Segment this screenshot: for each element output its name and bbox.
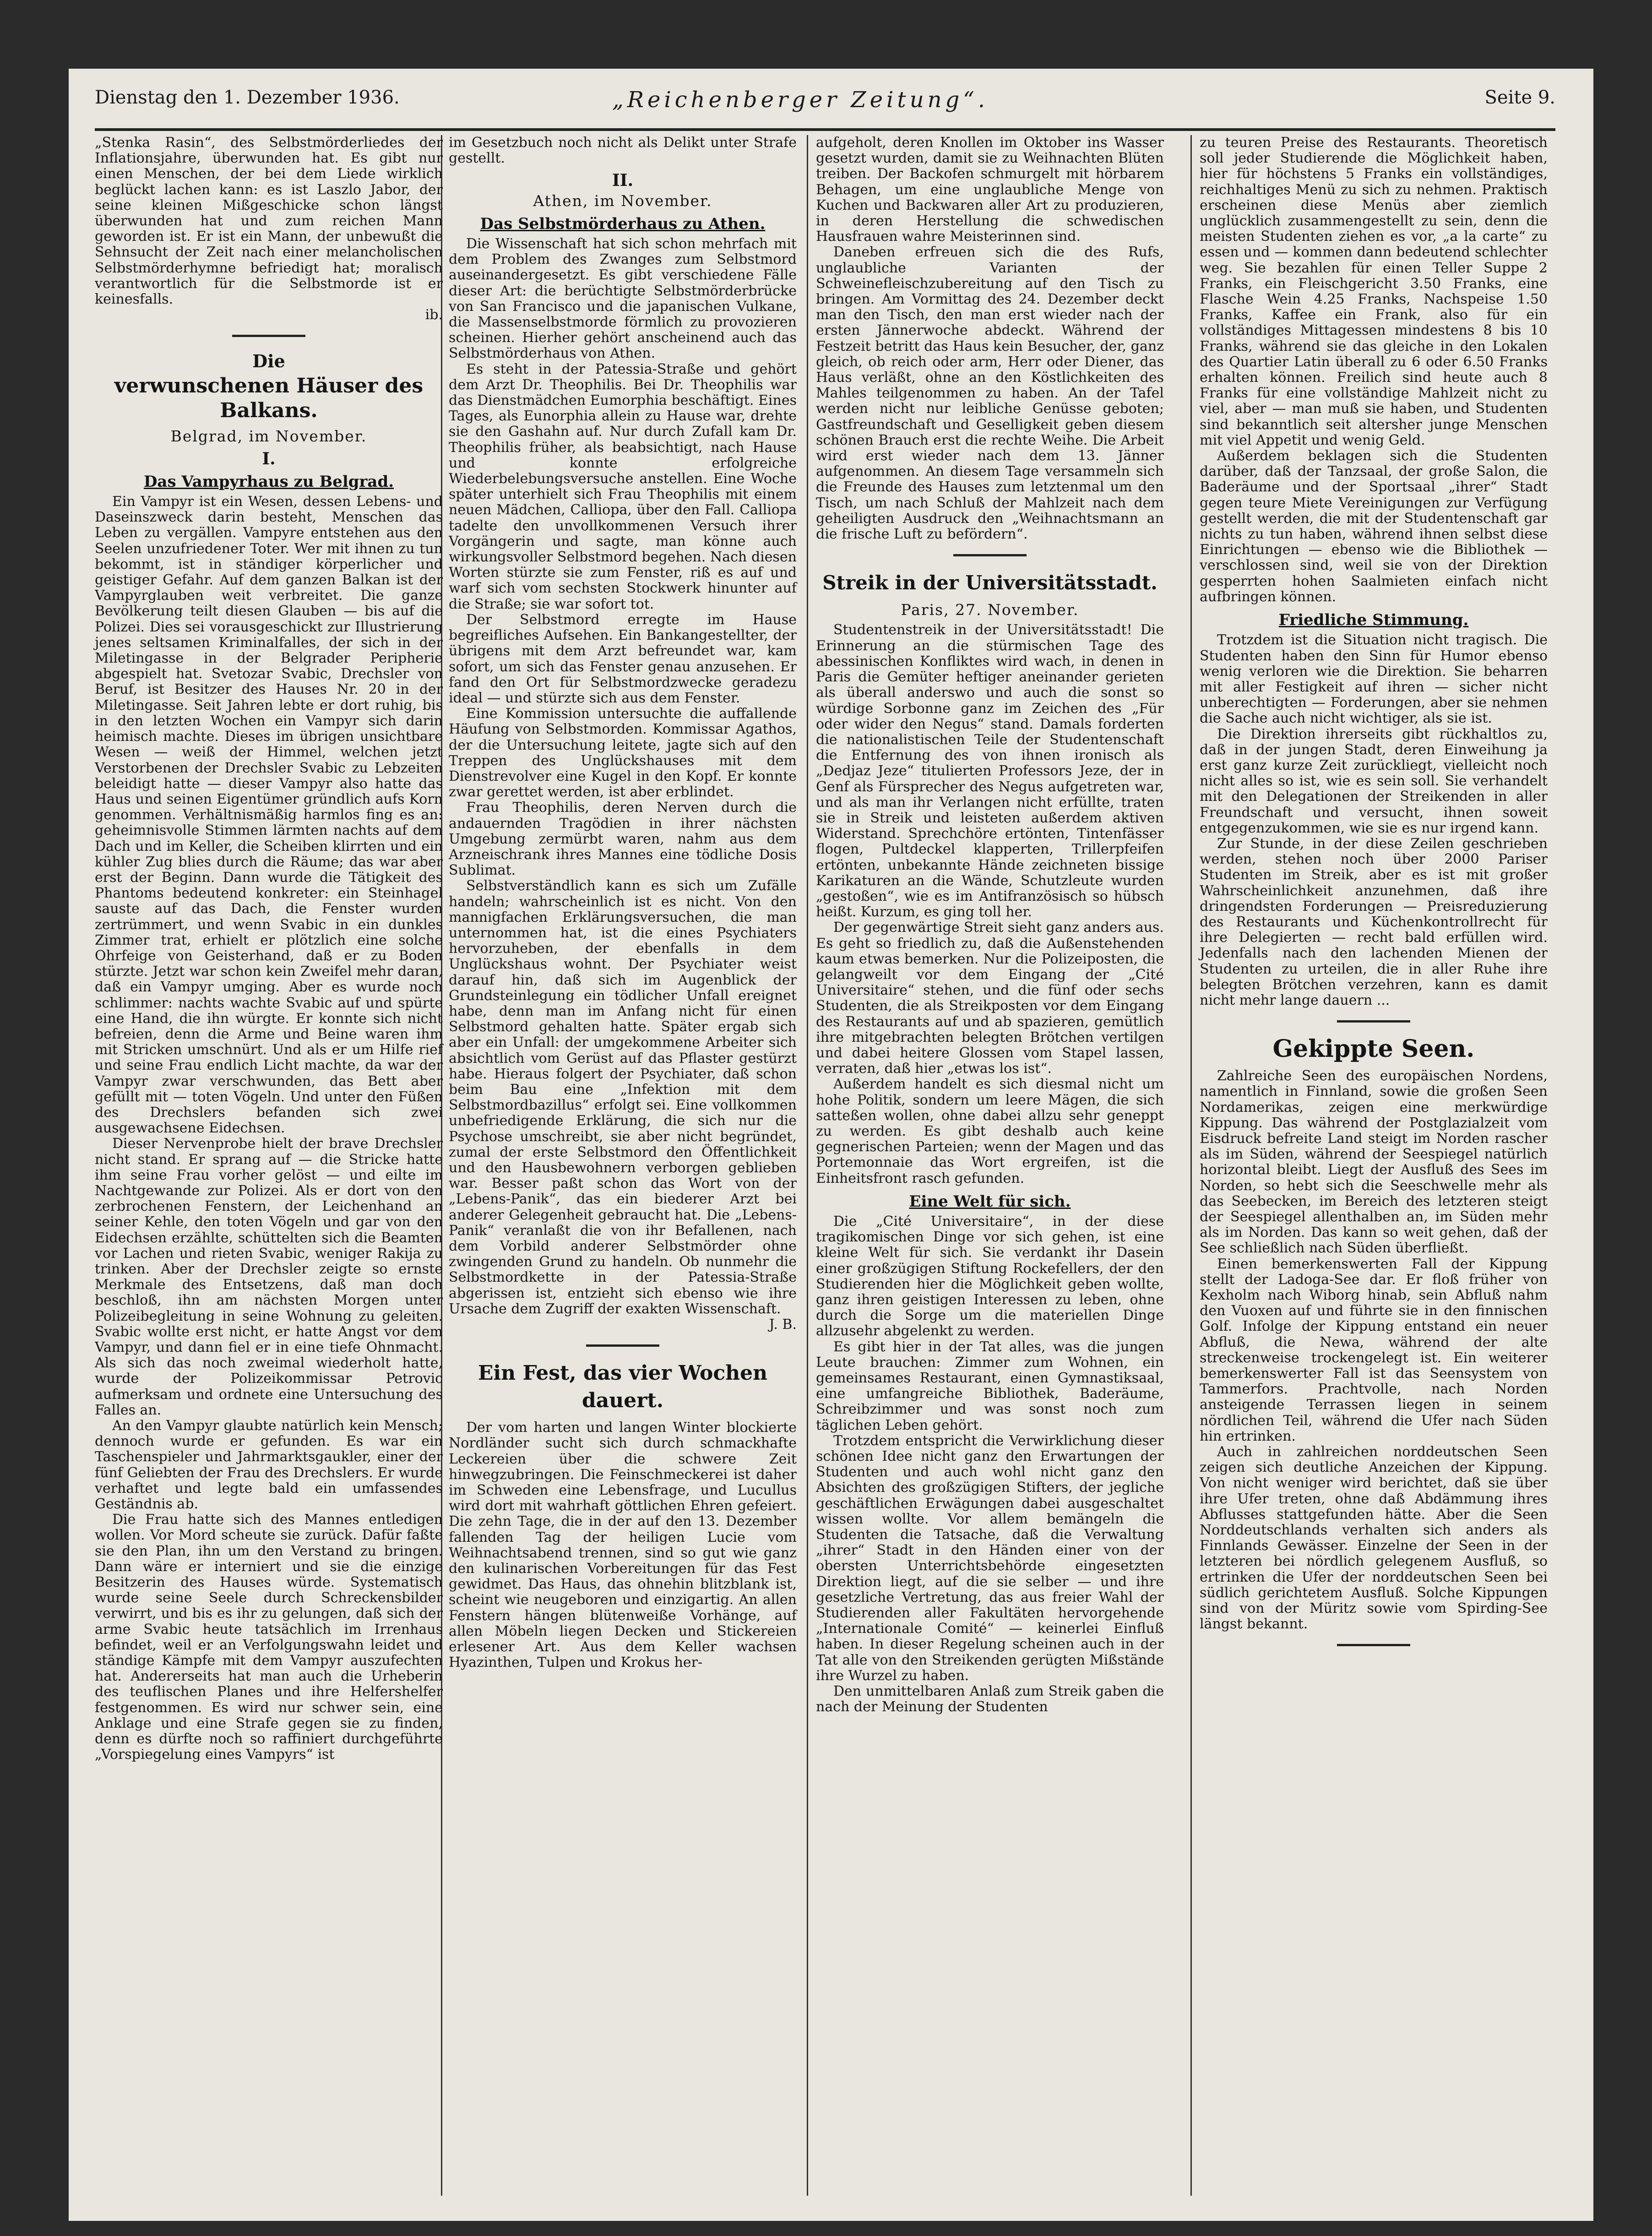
article-continuation: im Gesetzbuch noch nicht als Delikt unter Strafe gestellt. [449, 135, 797, 167]
author-signature: J. B. [769, 1317, 797, 1333]
paragraph: Der Selbstmord erregte im Hause begreifliches Aufsehen. Ein Bankangestellter, der übrigens mit dem Arzt befreundet war, kam sofort, um sich das Fenster genau anzusehen. Er fand den Ort für Selbstmordzwecke geradezu ideal — und stürzte sich aus dem Fenster. [449, 611, 797, 706]
paragraph: Außerdem handelt es sich diesmal nicht um hohe Politik, sondern um leere Mägen, die sich satteßen wollen, ohne dabei allzu sehr geneppt zu werden. Es gibt deshalb auch keine gegnerischen Parteien; wenn der Magen und das Portemonnaie das Wort ergreifen, ist die Einheitsfront rasch gefunden. [816, 1076, 1164, 1186]
paragraph: Zahlreiche Seen des europäischen Nordens, namentlich in Finnland, sowie die großen Seen Nordamerikas, zeigen eine merkwürdige Kippung. Das während der Postglazialzeit vom Eisdruck befreite Land steigt im Norden rascher als im Süden, während der Seespiegel natürlich horizontal bleibt. Liegt der Ausfluß des Sees im Norden, so hebt sich die Seeschwelle mehr als das Seebecken, im Bereich des letzteren steigt der Seespiegel allenthalben an, im Süden mehr als im Norden. Das kann so weit gehen, daß der See schließlich nach Süden überfließt. [1200, 1068, 1548, 1257]
separator [586, 1344, 659, 1347]
paragraph: Die Frau hatte sich des Mannes entledigen wollen. Vor Mord scheute sie zurück. Dafür faßte sie den Plan, ihn um den Verstand zu bringen. Dann wäre er interniert und sie die einzige Besitzerin des Hauses würde. Systematisch wurde seine Seele durch Schreckensbilder verwirrt, und bis es ihr zu gelungen, daß sich der arme Svabic heute tatsächlich im Irrenhaus befindet, weil er an Verfolgungswahn leidet und ständige Kämpfe mit dem Vampyr auszufechten hat. Andererseits hat man auch die Urheberin des teuflischen Planes und ihre Helfershelfer festgenommen. Es wird nur schwer sein, eine Anklage und eine Strafe gegen sie zu finden, denn es dürfte noch so raffiniert durchgeführte „Vorspiegelung eines Vampyrs“ ist [95, 1512, 443, 1763]
article-continuation: „Stenka Rasin“, des Selbstmörderliedes der Inflationsjahre, überwunden hat. Es gibt nur einen Menschen, der bei dem Liede wirklich beglückt lachen kann: es ist Laszlo Jabor, der seine kleinen Mißgeschicke schon längst überwunden hat und zum reichen Mann geworden ist. Er ist ein Mann, der unbewußt die Sehnsucht der Zeit nach einer melancholischen Selbstmörderhymne befriedigt hat; moralisch verantwortlich für die Selbstmorde ist er keinesfalls. [95, 135, 443, 308]
header-rule [95, 128, 1555, 131]
section-number: I. [262, 449, 276, 468]
article-title-prefix: Die [252, 351, 285, 372]
paragraph: Den unmittelbaren Anlaß zum Streik gaben die nach der Meinung der Studenten [816, 1683, 1164, 1715]
dateline: Belgrad, im November. [170, 427, 367, 446]
column-4 [1200, 135, 1548, 1658]
paragraph: Es steht in der Patessia-Straße und gehört dem Arzt Dr. Theophilis. Bei Dr. Theophilis war das Dienstmädchen Eumorphia beschäftigt. Eines Tages, als Eunorphia allein zu Hause war, drehte sie den Gashahn auf. Nur durch Zufall kam Dr. Theophilis früher, als beabsichtigt, nach Hause und konnte erfolgreiche Wiederbelebungsversuche anstellen. Eine Woche später unterhielt sich Frau Theophilis mit einem neuen Mädchen, Calliopa, über den Fall. Calliopa tadelte den unvollkommenen Versuch ihrer Vorgängerin und sagte, man könne auch wirkungsvoller Selbstmord begehen. Nach diesen Worten stürzte sie zum Fenster, riß es auf und warf sich vom sechsten Stockwerk hinunter auf die Straße; sie war sofort tot. [449, 361, 797, 612]
separator [1337, 1020, 1410, 1023]
paragraph: Dieser Nervenprobe hielt der brave Drechsler nicht stand. Er sprang auf — die Stricke hatte ihm seine Frau vorher gelöst — und eilte im Nachtgewande zur Polizei. Als er dort von den zerbrochenen Fenstern, der Leichenhand an seiner Kehle, den toten Vögeln und gar von den Eidechsen erzählte, schüttelten sich die Beamten vor Lachen und rieten Svabic, weniger Rakija zu trinken. Aber der Drechsler zeigte so ernste Merkmale des Entsetzens, daß man doch beschloß, ihn am nächsten Morgen unter Polizeibegleitung in seine Wohnung zu geleiten. Svabic wollte erst nicht, er hatte Angst vor dem Vampyr, und dann fiel er in eine tiefe Ohnmacht. Als sich das noch zweimal wiederholt hatte, wurde der Polizeikommissar Petrovic aufmerksam und ordnete eine Untersuchung des Falles an. [95, 1136, 443, 1418]
header-page-number: Seite 9. [1484, 87, 1555, 108]
paragraph: Trotzdem ist die Situation nicht tragisch. Die Studenten haben den Sinn für Humor ebenso wenig verloren wie die Direktion. Sie beharren mit aller Festigkeit auf ihren — sicher nicht unberechtigten — Forderungen, aber sie nehmen die Sache auch nicht wichtiger, als sie ist. [1200, 632, 1548, 727]
article-continuation: aufgeholt, deren Knollen im Oktober ins Wasser gesetzt wurden, damit sie zu Weihnachten Blüten treiben. Der Backofen schmurgelt mit hörbarem Behagen, um eine unglaubliche Menge von Kuchen und Backwaren aller Art zu produzieren, in deren Herstellung die schwedischen Hausfrauen wahre Meisterinnen sind. [816, 135, 1164, 245]
article-title: Streik in der Universitätsstadt. [822, 571, 1157, 594]
dateline: Athen, im November. [533, 191, 712, 210]
article-title: Ein Fest, das vier Wochen dauert. [478, 1361, 768, 1413]
header-date: Dienstag den 1. Dezember 1936. [95, 87, 400, 108]
paragraph: Der vom harten und langen Winter blockierte Nordländer sucht sich durch schmackhafte Leckereien über die schwere Zeit hinwegzubringen. Die Feinschmeckerei ist daher im Schweden eine Lebensfrage, und Lucullus wird dort mit wahrhaft göttlichen Ehren gefeiert. Die zehn Tage, die in der auf den 13. Dezember fallenden Tag der heiligen Lucie vom Weihnachtsabend trennen, sind so gut wie ganz den kulinarischen Vorbereitungen für das Fest gewidmet. Das Haus, das ohnehin blitzblank ist, scheint wie neugeboren und einzigartig. An allen Fenstern hängen blütenweiße Vorhänge, auf allen Möbeln liegen Decken und Stickereien erlesener Art. Aus dem Keller wachsen Hyazinthen, Tulpen und Krokus her- [449, 1420, 797, 1671]
paragraph: Der gegenwärtige Streit sieht ganz anders aus. Es geht so friedlich zu, daß die Außenstehenden kaum etwas bemerken. Nur die Polizeiposten, die gelangweilt vor dem Eingang der „Cité Universitaire“ stehen, und die fünf oder sechs Studenten, die als Streikposten vor dem Eingang des Restaurants auf und ab spazieren, gemütlich ihre mitgebrachten belegten Brötchen vertilgen und dabei heitere Glossen vom Stapel lassen, verraten, daß hier „etwas los ist“. [816, 919, 1164, 1077]
section-number: II. [612, 171, 634, 190]
column-3 [816, 135, 1164, 1715]
paragraph: Es gibt hier in der Tat alles, was die jungen Leute brauchen: Zimmer zum Wohnen, ein gemeinsames Restaurant, einen Gymnastiksaal, eine umfangreiche Bibliothek, Baderäume, Schreibzimmer und was sonst noch zum täglichen Leben gehört. [816, 1338, 1164, 1433]
paragraph: Die Direktion ihrerseits gibt rückhaltlos zu, daß in der jungen Stadt, deren Einweihung ja erst ganz kurze Zeit zurückliegt, vielleicht noch nicht alles so ist, wie es sein soll. Sie verhandelt mit den Delegationen der Streikenden in aller Freundschaft und versucht, ihnen soweit entgegenzukommen, wie sie es nur irgend kann. [1200, 726, 1548, 836]
paragraph: Studentenstreik in der Universitätsstadt! Die Erinnerung an die stürmischen Tage des abessinischen Konfliktes wird wach, in denen in Paris die Gemüter heftiger aneinander gerieten als überall anderswo und auch die sonst so würdige Sorbonne ganz im Zeichen des „Für oder wider den Negus“ stand. Damals forderten die nationalistischen Teile der Studentenschaft die Entfernung des von ihnen ironisch als „Dedjaz Jeze“ titulierten Professors Jeze, der in Genf als Fürsprecher des Negus aufgetreten war, und als man ihr Verlangen nicht erfüllte, traten sie in Streik und leisteten außerdem aktiven Widerstand. Sprechchöre ertönten, Tintenfässer flogen, Pultdeckel klapperten, Trillerpfeifen ertönten, unbekannte Hände zeichneten bissige Karikaturen an die Wände, Schutzleute wurden „gestoßen“, wie es im Antifranzösisch so hübsch heißt. Kurzum, es ging toll her. [816, 622, 1164, 920]
paragraph: Einen bemerkenswerten Fall der Kippung stellt der Ladoga-See dar. Er floß früher von Kexholm nach Wiborg hinab, sein Abfluß nahm den Vuoxen auf und führte sie in den finnischen Golf. Infolge der Kippung entstand ein neuer Abfluß, die Newa, während der alte streckenweise trockengelegt ist. Ein weiterer bemerkenswerter Fall ist das Seensystem von Tammerfors. Prachtvolle, nach Norden ansteigende Terrassen liegen in seinem nördlichen Teil, während die Ufer nach Süden hin ertrinken. [1200, 1256, 1548, 1444]
paragraph: Daneben erfreuen sich die des Rufs, unglaubliche Varianten der Schweinefleischzubereitung auf den Tisch zu bringen. Am Vormittag des 24. Dezember deckt man den Tisch, den man erst wieder nach der ersten Jännerwoche abdeckt. Während der Festzeit betritt das Haus kein Besucher, der, ganz gleich, ob reich oder arm, Herr oder Diener, das Haus verläßt, ohne an den Köstlichkeiten des Mahles teilgenommen zu haben. An der Tafel werden nicht nur leibliche Genüsse geboten; Gastfreundschaft und Geselligkeit geben diesem schönen Brauch erst die rechte Weihe. Die Arbeit wird erst wieder nach dem 13. Jänner aufgenommen. An diesem Tage versammeln sich die Freunde des Hauses zum letztenmal um den Tisch, um nach Schluß der Mahlzeit nach dem geheiligten Ausdruck den „Weihnachtsmann an die frische Luft zu befördern“. [816, 244, 1164, 543]
paragraph: Frau Theophilis, deren Nerven durch die andauernden Tragödien in ihrer nächsten Umgebung zermürbt waren, nahm aus dem Arzneischrank ihres Mannes eine tödliche Dosis Sublimat. [449, 800, 797, 879]
article-title: Gekippte Seen. [1272, 1035, 1475, 1063]
section-heading: Das Vampyrhaus zu Belgrad. [143, 472, 394, 491]
column-1 [95, 135, 443, 1763]
paragraph: Zur Stunde, in der diese Zeilen geschrieben werden, stehen noch über 2000 Pariser Studenten im Streik, aber es ist mit großer Wahrscheinlichkeit anzunehmen, daß ihre dringendsten Forderungen — Preisreduzierung des Restaurants und Küchenkontrollrecht für ihre Delegierten — recht bald erfüllen wird. Jedenfalls nach den lachenden Mienen der Studenten zu urteilen, die in aller Ruhe ihre belegten Brötchen verzehren, kann es damit nicht mehr lange dauern ... [1200, 835, 1548, 1008]
separator [1337, 1644, 1410, 1646]
article-continuation: zu teuren Preise des Restaurants. Theoretisch soll jeder Studierende die Möglichkeit haben, hier für höchstens 5 Franks ein vollständiges, reichhaltiges Menü zu sich zu nehmen. Praktisch erscheinen diese Menüs aber ziemlich unglücklich zusammengestellt zu sein, denn die meisten Studenten ziehen es vor, „a la carte“ zu essen und — kommen dann bedeutend schlechter weg. Sie bezahlen für einen Teller Suppe 2 Franks, ein Fleischgericht 3.50 Franks, eine Flasche Wein 4.25 Franks, Nachspeise 1.50 Franks, Kaffee ein Frank, also für ein vollständiges Mittagessen mindestens 8 bis 10 Franks, während sie das gleiche in den Lokalen des Quartier Latin überall zu 6 oder 6.50 Franks erhalten können. Freilich sind heute auch 8 Franks für eine vollständige Mahlzeit nicht zu viel, aber — man muß sie haben, und Studenten sind bekanntlich seit altersher junge Menschen mit viel Appetit und wenig Geld. [1200, 135, 1548, 448]
column-divider [1190, 135, 1192, 2196]
paragraph: Die Wissenschaft hat sich schon mehrfach mit dem Problem des Zwanges zum Selbstmord auseinandergesetzt. Es gibt verschiedene Fälle dieser Art: die berüchtigte Selbstmörderbrücke von San Francisco und die japanischen Vulkane, die Massenselbstmorde förmlich zu provozieren scheinen. Hierher gehört anscheinend auch das Selbstmörderhaus von Athen. [449, 236, 797, 362]
header-masthead: „Reichenberger Zeitung“. [612, 87, 989, 113]
dateline: Paris, 27. November. [901, 601, 1079, 619]
paragraph: An den Vampyr glaubte natürlich kein Mensch; dennoch wurde er gefunden. Es war ein Taschenspieler und Jahrmarktsgaukler, einer der fünf Geliebten der Frau des Drechslers. Er wurde verhaftet und legte bald ein umfassendes Geständnis ab. [95, 1418, 443, 1512]
separator [953, 554, 1027, 556]
column-2 [449, 135, 797, 1670]
section-heading: Das Selbstmörderhaus zu Athen. [480, 214, 766, 233]
column-divider [807, 135, 808, 2196]
author-signature: ib. [425, 307, 443, 323]
paragraph: Ein Vampyr ist ein Wesen, dessen Lebens- und Daseinszweck darin besteht, Menschen das Leben zu vergällen. Vampyre entstehen aus den Seelen unzufriedener Toter. Wer mit ihnen zu tun bekommt, ist in ständiger körperlicher und geistiger Gefahr. Auf dem ganzen Balkan ist der Vampyrglauben weit verbreitet. Die ganze Bevölkerung teilt diesen Glauben — bis auf die Polizei. Dies sei vorausgeschickt zur Illustrierung jenes seltsamen Kriminalfalles, der sich in der Miletingasse in der Belgrader Peripherie abgespielt hat. Svetozar Svabic, Drechsler von Beruf, ist Besitzer des Hauses Nr. 20 in der Miletingasse. Seit Jahren lebte er dort ruhig, bis in den letzten Wochen ein Vampyr sich darin heimisch machte. Dieses im übrigen unsichtbare Wesen — weiß der Himmel, welchen jetzt Verstorbenen der Drechsler Svabic zu Lebzeiten beleidigt hatte — dieser Vampyr also hatte das Haus und seinen Eigentümer gründlich aufs Korn genommen. Verhältnismäßig harmlos fing es an: geheimnisvolle Stimmen lärmten nachts auf dem Dach und im Keller, die Scheiben klirrten und ein kühler Zug blies durch die Räume; das war aber erst der Beginn. Dann wurde die Tätigkeit des Phantoms bedeutend konkreter: ein Steinhagel sauste auf das Dach, die Fenster wurden zertrümmert, und wenn Svabic in ein dunkles Zimmer trat, erhielt er plötzlich eine solche Ohrfeige von Geisterhand, daß er zu Boden stürzte. Jetzt war schon kein Zweifel mehr daran, daß ein Vampyr umging. Aber es wurde noch schlimmer: nachts wachte Svabic auf und spürte eine Hand, die ihn würgte. Er konnte sich nicht befreien, denn die Arme und Beine waren ihm mit Stricken umschnürt. Und als er um Hilfe rief und seine Frau endlich Licht machte, da war der Vampyr zwar verschwunden, das Bett aber gefüllt mit — toten Vögeln. Und unter den Füßen des Drechslers befanden sich zwei ausgewachsene Eidechsen. [95, 494, 443, 1137]
section-heading: Friedliche Stimmung. [1278, 611, 1469, 630]
section-heading: Eine Welt für sich. [909, 1192, 1071, 1211]
paragraph: Auch in zahlreichen norddeutschen Seen zeigen sich deutliche Anzeichen der Kippung. Von nicht weniger wird berichtet, daß sie über ihre Ufer treten, ohne daß Abdämmung ihres Abflusses stattgefunden hätte. Aber die Seen Norddeutschlands verhalten sich anders als Finnlands Gewässer. Einzelne der Seen in der letzteren bei nördlich gelegenem Ausfluß, so ertrinken die Ufer der norddeutschen Seen bei südlich gerichtetem Ausfluß. Solche Kippungen sind von der Müritz sowie vom Spirding-See längst bekannt. [1200, 1444, 1548, 1632]
paragraph: Außerdem beklagen sich die Studenten darüber, daß der Tanzsaal, der große Salon, die Baderäume und der Sportsaal „ihrer“ Stadt gegen teure Miete Vereinigungen zur Verfügung gestellt werden, die mit der Studentenschaft gar nichts zu tun haben, während ihnen selbst diese Einrichtungen — ebenso wie die Bibliothek — verschlossen sind, weil sie von der Direktion gesperrten hohen Saalmieten einfach nicht aufbringen können. [1200, 448, 1548, 605]
paragraph: Selbstverständlich kann es sich um Zufälle handeln; wahrscheinlich ist es nicht. Von den mannigfachen Erklärungsversuchen, die man unternommen hat, ist die eines Psychiaters hervorzuheben, der ebenfalls in dem Unglückshaus wohnt. Der Psychiater weist darauf hin, daß sich im Augenblick der Grundsteinlegung ein tödlicher Unfall ereignet habe, denn man im Anfang nicht für einen Selbstmord gehalten hatte. Später ergab sich aber ein Unfall: der umgekommene Arbeiter sich absichtlich vom Gerüst auf das Pflaster gestürzt habe. Hieraus folgert der Psychiater, daß schon beim Bau eine „Infektion mit dem Selbstmordbazillus“ erfolgt sei. Eine vollkommen unbefriedigende Erklärung, die sich nur die Psychose umschreibt, sie aber nicht begründet, zumal der erste Selbstmord den Öffentlichkeit und den Hausbewohnern verborgen geblieben war. Besser paßt schon das Wort von der „Lebens-Panik“, das ein biederer Arzt bei anderer Gelegenheit gebraucht hat. Die „Lebens-Panik“ veranlaßt die von ihr Befallenen, nach dem Vorbild anderer Selbstmörder ohne zwingenden Grund zu handeln. Ob nunmehr die Selbstmordkette in der Patessia-Straße abgerissen ist, entzieht sich ebenso wie ihre Ursache dem Zugriff der exakten Wissenschaft. [449, 878, 797, 1317]
page-header [95, 87, 1555, 119]
paragraph: Die „Cité Universitaire“, in der diese tragikomischen Dinge vor sich gehen, ist eine kleine Welt für sich. Sie verdankt ihr Dasein einer großzügigen Stiftung Rockefellers, der den Studierenden hier die Möglichkeit geben wollte, ganz ihren geistigen Interessen zu leben, ohne durch die Sorge um die materiellen Dinge allzusehr abgelenkt zu werden. [816, 1213, 1164, 1339]
article-title: verwunschenen Häuser des Balkans. [114, 374, 424, 423]
paragraph: Eine Kommission untersuchte die auffallende Häufung von Selbstmorden. Kommissar Agathos, der die Untersuchung leitete, jagte sich auf den Treppen des Unglückshauses mit dem Dienstrevolver eine Kugel in den Kopf. Er konnte zwar gerettet werden, ist aber erblindet. [449, 706, 797, 800]
separator [232, 335, 305, 337]
paragraph: Trotzdem entspricht die Verwirklichung dieser schönen Idee nicht ganz den Erwartungen der Studenten und auch wohl nicht ganz den Absichten des großzügigen Stifters, der jegliche geschäftlichen Erwägungen dabei ausgeschaltet wissen wollte. Vor allem bemängeln die Studenten die Tatsache, daß die Verwaltung „ihrer“ Stadt in den Händen einer von der obersten Unterrichtsbehörde eingesetzten Direktion liegt, auf die sie selber — und ihre gesetzliche Vertretung, das aus freier Wahl der Studierenden aller Fakultäten hervorgehende „Internationale Comité“ — keinerlei Einfluß haben. In dieser Regelung scheinen auch in der Tat alle von den Streikenden gerügten Mißstände ihre Wurzel zu haben. [816, 1432, 1164, 1684]
